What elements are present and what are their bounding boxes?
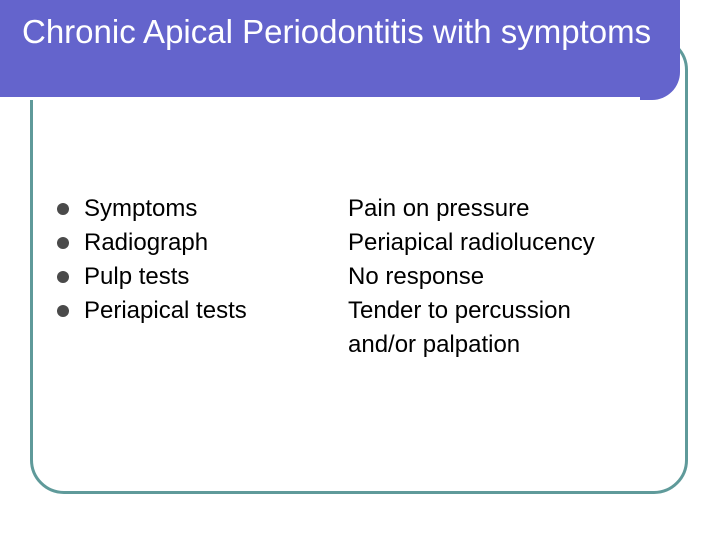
title-bar [0,0,680,100]
row-label: Periapical tests [84,297,247,324]
bullet-icon [56,294,84,328]
row-value: Pain on pressure [348,195,530,222]
bullet-icon [56,260,84,294]
bullet-icon [56,226,84,260]
list-item [56,192,676,226]
title-underline [0,97,640,100]
bullet-icon [56,192,84,226]
row-value: Tender to percussion and/or palpation [348,297,571,358]
row-label: Symptoms [84,195,198,222]
row-value: No response [348,263,485,290]
list-item [56,260,676,294]
bullet-list [56,192,676,362]
list-item [56,294,676,362]
row-label: Pulp tests [84,263,190,290]
row-value: Periapical radiolucency [348,229,595,256]
list-item [56,226,676,260]
row-label: Radiograph [84,229,209,256]
slide-title: Chronic Apical Periodontitis with symptoms [22,13,652,50]
